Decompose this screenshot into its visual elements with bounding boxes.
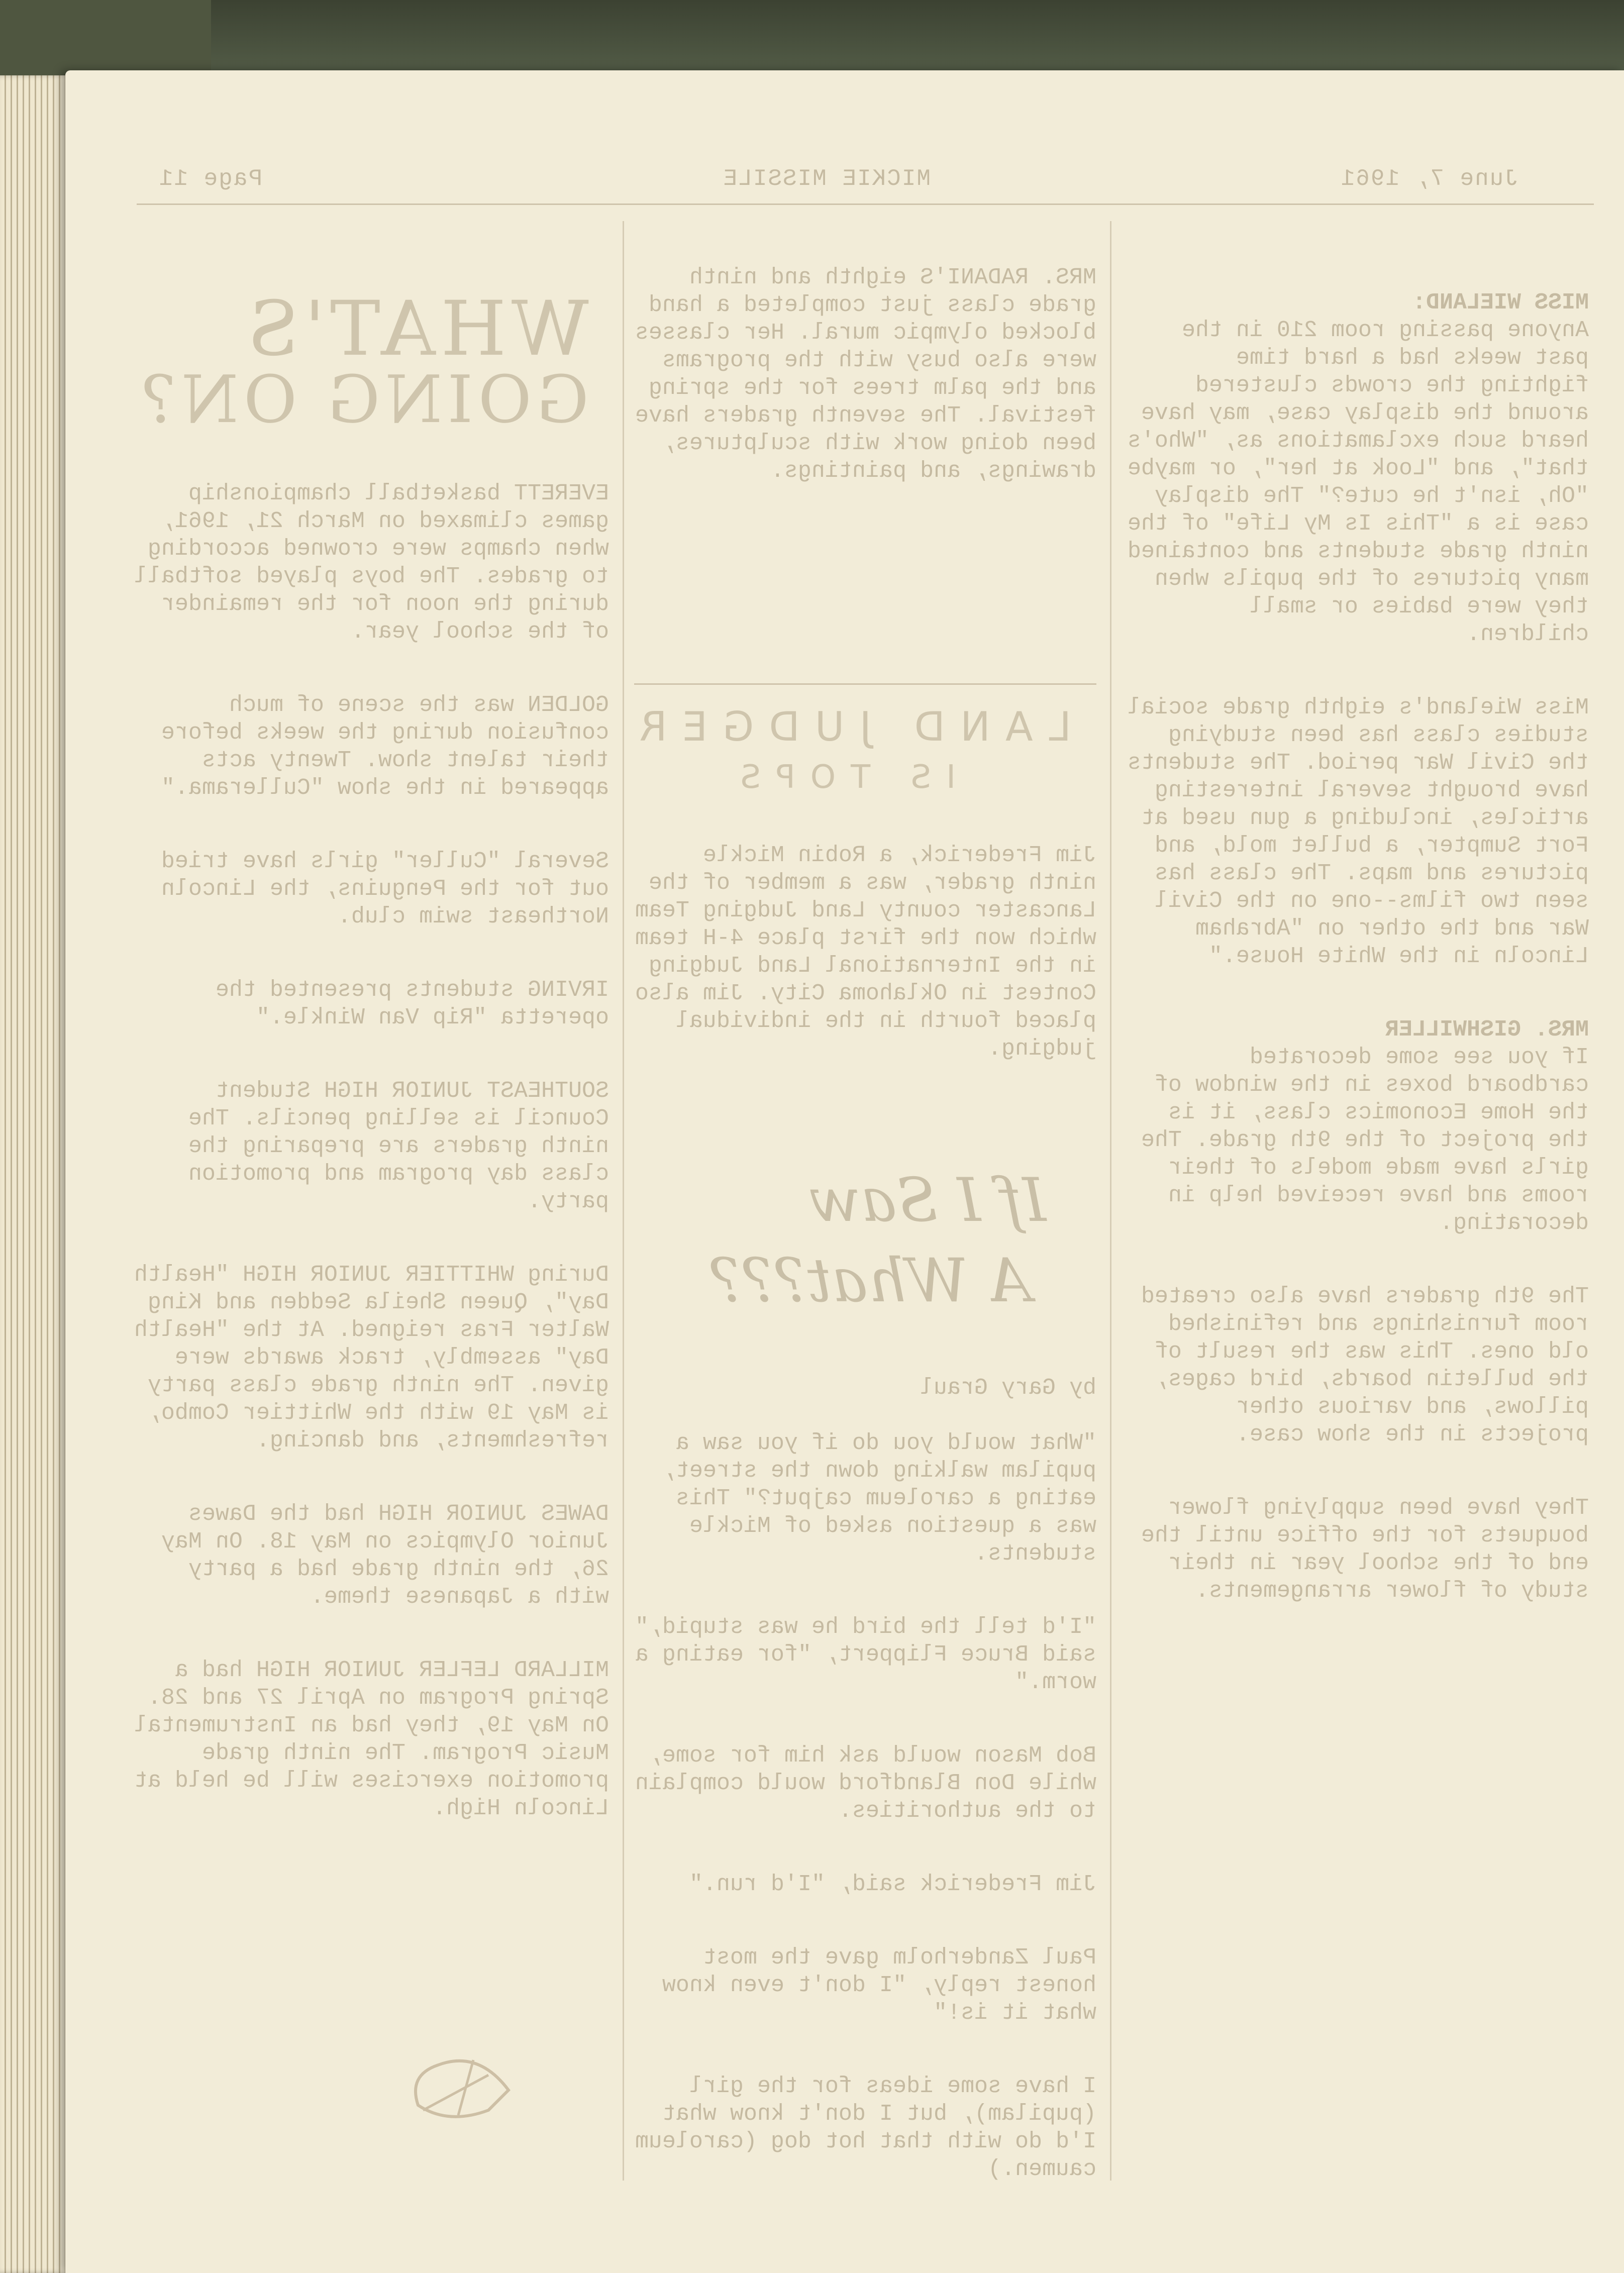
header-rule xyxy=(137,203,1594,205)
paragraph: GOLDEN was the scene of much confusion during the weeks before their talent show. Twenty acts appeared in the show "Cullerama." xyxy=(161,692,609,801)
doodle-sketch-icon xyxy=(388,2030,519,2130)
header-page-number: Page 11 xyxy=(158,166,262,192)
is-tops-title: IS TOPS xyxy=(725,759,956,796)
paragraph: DAWES JUNIOR HIGH had the Dawes Junior Olympics on May 18. On May 26, the ninth grade had a party with a Japanese theme. xyxy=(161,1501,609,1610)
paragraph: SOUTHEAST JUNIOR HIGH Student Council is selling pencils. The ninth graders are preparing the class day program and promotion party. xyxy=(188,1078,609,1214)
land-judger-article xyxy=(634,814,1096,1108)
paragraph: MILLARD LEFLER JUNIOR HIGH had a Spring Program on April 27 and 28. On May 19, they had an Instrumental Music Program. The ninth grade promotion exercises will be held at Lincoln High. xyxy=(134,1658,609,1821)
going-on-title: GOING ON? xyxy=(136,361,589,438)
a-what-title: A What??? xyxy=(710,1246,1031,1316)
paragraph: Bob Mason would ask him for some, while Don Blandford would complain to the authorities. xyxy=(635,1743,1096,1824)
article-text: Miss Wieland's eighth grade social studies class has been studying the Civil War period. The students have brought several interesting articles, including a gun used at Fort Sumpter, a bullet mold, and pictures and maps. The class has seen two films--one on the Civil War and the other on "Abraham Lincoln in the White House." xyxy=(1127,695,1589,969)
paragraph: Paul Zanderholm gave the most honest reply, "I don't even know what it is!" xyxy=(662,1945,1096,2026)
header-title: MICKIE MISSILE xyxy=(722,166,931,192)
paragraph: During WHITTIER JUNIOR HIGH "Health Day", Queen Sheila Sedden and King Walter Fras reigned. At the "Health Day" assembly, track awards were given. The ninth grade class party is May 19 with the Whittier Combo, refreshments, and dancing. xyxy=(134,1262,609,1454)
if-i-saw-article xyxy=(634,1347,1096,2229)
article-label: MISS WIELAND: xyxy=(1412,290,1589,316)
whats-title: WHAT'S xyxy=(242,285,589,373)
column-right xyxy=(132,452,609,1868)
article-gishwiller-2 xyxy=(1122,1283,1589,1449)
paragraph: EVERETT basketball championship games climaxed on March 21, 1961, when champs were crowned according to grades. The boys played softball during the noon for the remainder of the school year. xyxy=(134,481,609,645)
header-date: June 7, 1961 xyxy=(1340,166,1518,192)
paragraph: IRVING students presented the operetta "Rip Van Winkle." xyxy=(215,977,609,1030)
article-text: If you see some decorated cardboard boxes in the window of the Home Economics class, it is the project of the 9th grade. The girls have made models of their rooms and have received help in decorating. xyxy=(1141,1045,1589,1236)
column-divider-1 xyxy=(1110,221,1111,2181)
mirrored-bleed-through xyxy=(65,70,1624,2273)
page-header xyxy=(142,166,1549,201)
radani-article: MRS. RADANI'S eighth and ninth grade class just completed a hand blocked olympic mural. Her classes were also busy with the programs and the palm trees for the spring festival. The seventh graders have been doing work with sculptures, drawings, and paintings. xyxy=(635,265,1096,484)
section-rule xyxy=(634,683,1096,685)
column-left xyxy=(1122,261,1589,1650)
newsletter-page xyxy=(65,70,1624,2273)
land-judger-text: Jim Frederick, a Robin Mickle ninth grader, was a member of the Lancaster county Land Judging Team which won the first place 4-H team in the International Land Judging Contest in Oklahoma City. Jim also placed fourth in the individual judging. xyxy=(635,843,1096,1062)
land-judger-title: LAND JUDGER xyxy=(624,703,1071,750)
paragraph: I have some ideas for the girl (pupilam), but I don't know what I'd do with that hot dog (caroleum caumen.) xyxy=(635,2074,1096,2182)
book-page-edges xyxy=(0,75,75,2273)
paragraph: "What would you do if you saw a pupilam walking down the street, eating a caroleum cajput?" This was a question asked of Mickle students. xyxy=(662,1430,1096,1567)
paragraph: "I'd tell the bird he was stupid," said Bruce Flippert, "for eating a worm." xyxy=(635,1614,1096,1695)
column-divider-2 xyxy=(623,221,624,2181)
byline: by Gary Graul xyxy=(920,1375,1096,1401)
if-i-saw-title: If I Saw xyxy=(809,1166,1046,1235)
article-wieland xyxy=(1122,289,1589,648)
article-text: They have been supplying flower bouquets for the office until the end of the school year in their study of flower arrangements. xyxy=(1141,1495,1589,1604)
article-gishwiller xyxy=(1122,1016,1589,1237)
article-text: The 9th graders have also created room furnishings and refinished old ones. This was the result of the bulletin boards, bird cages, pillows, and various other projects in the show case. xyxy=(1141,1284,1589,1448)
article-gishwiller-3 xyxy=(1122,1494,1589,1605)
paragraph: Several "Culler" girls have tried out for the Penguins, the Lincoln Northeast swim club. xyxy=(161,849,609,929)
paragraph: Jim Frederick said, "I'd run." xyxy=(689,1872,1096,1897)
article-text: Anyone passing room 210 in the past weeks had a hard time fighting the crowds clustered around the display case, may have heard such exclamations as, "Who's that", and "Look at her", or maybe "Oh, isn't he cute?" The display case is a "This Is My Life" of the ninth grade students and contained many pictures of the pupils when they were babies or small children. xyxy=(1127,318,1589,647)
article-label: MRS. GISHWILLER xyxy=(1385,1017,1589,1043)
article-wieland-2 xyxy=(1122,694,1589,970)
column-middle xyxy=(634,236,1096,531)
